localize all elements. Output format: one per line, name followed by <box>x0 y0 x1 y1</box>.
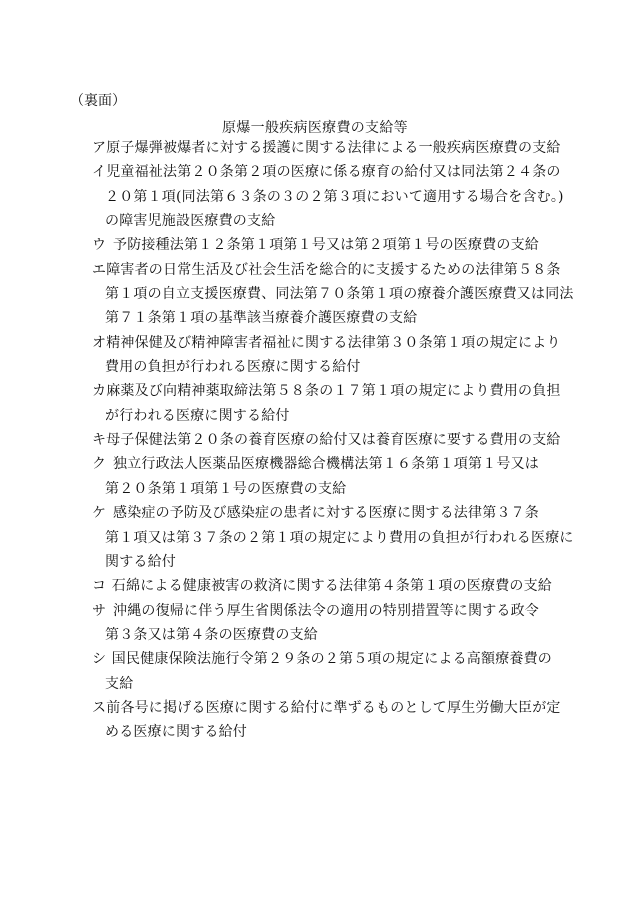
list-item <box>92 501 574 574</box>
item-first-line <box>92 647 552 671</box>
item-text: 第１項の自立支援医療費、同法第７０条第１項の療養介護医療費又は同法 <box>105 286 574 303</box>
item-text: 母子保健法第２０条の養育医療の給付又は養育医療に要する費用の支給 <box>106 432 561 449</box>
list-item <box>92 574 552 598</box>
list-item <box>92 160 564 233</box>
item-text: 独立行政法人医薬品医療機器総合機構法第１６条第１項第１号又は <box>113 456 539 473</box>
item-continuation-line <box>92 623 552 647</box>
item-text: 感染症の予防及び感染症の患者に対する医療に関する法律第３７条 <box>113 505 539 522</box>
item-first-line <box>92 574 552 598</box>
list-item <box>92 331 561 380</box>
item-text: 第２０条第１項第１号の医療費の支給 <box>105 480 347 497</box>
item-text: 沖縄の復帰に伴う厚生省関係法令の適用の特別措置等に関する政令 <box>113 602 539 619</box>
item-label: オ <box>92 334 107 351</box>
item-continuation-line <box>92 185 564 209</box>
item-first-line <box>92 696 561 720</box>
item-label: サ <box>92 602 107 619</box>
item-first-line <box>92 258 561 282</box>
item-text: 精神保健及び精神障害者福祉に関する法律第３０条第１項の規定により <box>106 334 561 351</box>
list-item <box>92 428 561 452</box>
item-text: 障害者の日常生活及び社会生活を総合的に支援するための法律第５８条 <box>106 261 561 278</box>
item-first-line <box>92 428 561 452</box>
item-first-line <box>92 379 561 403</box>
document-title: 原爆一般疾病医療費の支給等 <box>222 120 408 136</box>
item-label: コ <box>92 578 107 595</box>
item-first-line <box>92 160 561 184</box>
item-first-line <box>92 599 552 623</box>
list-item <box>92 233 552 257</box>
list-item <box>92 379 561 428</box>
list-item <box>92 696 561 745</box>
item-text: 原子爆弾被爆者に対する援護に関する法律による一般疾病医療費の支給 <box>106 140 561 156</box>
list-item <box>92 258 574 331</box>
item-text: ２０第１項(同法第６３条の３の２第３項において適用する場合を含む。) <box>105 188 564 205</box>
item-list <box>92 136 574 745</box>
item-label: ウ <box>92 237 107 254</box>
item-first-line <box>92 136 561 160</box>
item-text: 予防接種法第１２条第１項第１号又は第２項第１号の医療費の支給 <box>113 237 539 254</box>
item-label: イ <box>92 164 107 181</box>
item-label: ケ <box>92 505 107 522</box>
item-label: シ <box>92 651 107 668</box>
item-text: 費用の負担が行われる医療に関する給付 <box>105 359 361 376</box>
item-label: キ <box>92 432 107 449</box>
item-continuation-line <box>92 209 552 233</box>
item-text: 第７１条第１項の基準該当療養介護医療費の支給 <box>105 310 418 327</box>
item-continuation-line <box>92 306 552 330</box>
item-continuation-line <box>92 526 574 550</box>
item-label: エ <box>92 261 107 278</box>
list-item <box>92 136 561 160</box>
item-continuation-line <box>92 477 552 501</box>
list-item <box>92 452 552 501</box>
item-text: 第１項又は第３７条の２第１項の規定により費用の負担が行われる医療に <box>105 529 574 546</box>
item-text: 第３条又は第４条の医療費の支給 <box>105 626 318 643</box>
item-label: ス <box>92 699 107 716</box>
item-text: 支給 <box>105 675 134 692</box>
item-label: ア <box>92 140 107 156</box>
item-text: が行われる医療に関する給付 <box>105 407 290 424</box>
item-continuation-line <box>92 404 552 428</box>
item-text: 関する給付 <box>105 553 176 570</box>
list-item <box>92 647 552 696</box>
item-label: ク <box>92 456 107 473</box>
item-first-line <box>92 501 552 525</box>
item-first-line <box>92 452 552 476</box>
item-first-line <box>92 233 552 257</box>
item-text: 麻薬及び向精神薬取締法第５８条の１７第１項の規定により費用の負担 <box>106 383 561 400</box>
item-text: の障害児施設医療費の支給 <box>105 213 276 230</box>
item-text: 石綿による健康被害の救済に関する法律第４条第１項の医療費の支給 <box>111 578 552 595</box>
reverse-side-label: （裏面） <box>70 93 126 109</box>
item-continuation-line <box>92 672 552 696</box>
item-text: 児童福祉法第２０条第２項の医療に係る療育の給付又は同法第２４条の <box>106 164 561 181</box>
item-continuation-line <box>92 282 574 306</box>
item-text: 前各号に掲げる医療に関する給付に準ずるものとして厚生労働大臣が定 <box>106 699 561 716</box>
item-first-line <box>92 331 561 355</box>
item-label: カ <box>92 383 107 400</box>
item-continuation-line <box>92 550 552 574</box>
item-continuation-line <box>92 720 552 744</box>
item-text: める医療に関する給付 <box>105 724 247 741</box>
item-continuation-line <box>92 355 552 379</box>
list-item <box>92 599 552 648</box>
item-text: 国民健康保険法施行令第２９条の２第５項の規定による高額療養費の <box>111 651 552 668</box>
